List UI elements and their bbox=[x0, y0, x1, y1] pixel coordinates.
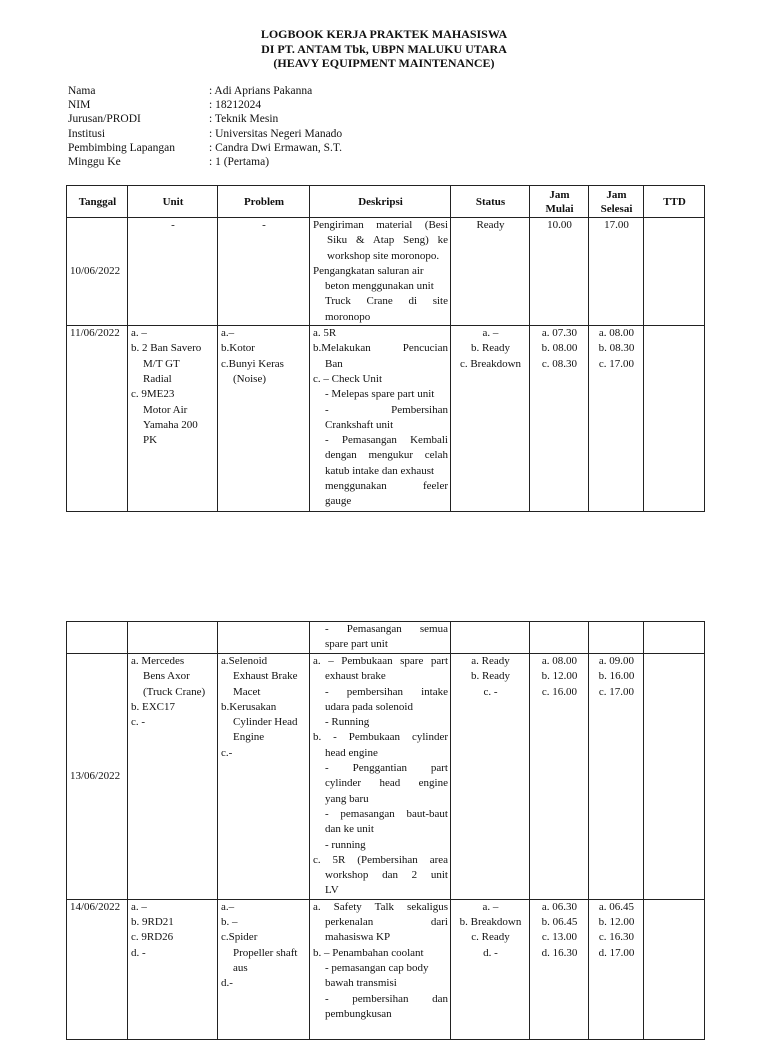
header-status: Status bbox=[451, 186, 530, 218]
date-cell: 13/06/2022 bbox=[67, 654, 128, 900]
unit-cell: a. – b. 2 Ban Savero M/T GT Radial c. 9ME23 Motor Air Yamaha 200 PK bbox=[128, 326, 218, 512]
status-cell: a. – b. Ready c. Breakdown bbox=[451, 326, 530, 512]
start-time-cell: a. 06.30 b. 06.45 c. 13.00 d. 16.30 bbox=[530, 899, 589, 1039]
description-cell: a. Safety Talk sekaligus perkenalan dari mahasiswa KP b. – Penambahan coolant - pemasangan cap body bawah transmisi - pembersihan dan pembungkusan bbox=[310, 899, 451, 1039]
table-row bbox=[67, 899, 705, 1039]
student-info bbox=[68, 84, 342, 169]
header-jam-mulai: Jam Mulai bbox=[530, 186, 589, 218]
problem-cell: - bbox=[218, 218, 310, 326]
table-row bbox=[67, 622, 705, 654]
signature-cell bbox=[644, 622, 705, 654]
problem-cell: a.– b. – c.Spider Propeller shaft aus d.- bbox=[218, 899, 310, 1039]
info-row-nim: NIM : 18212024 bbox=[68, 99, 262, 112]
description-cell: a. 5R b.Melakukan Pencucian Ban c. – Check Unit - Melepas spare part unit - Pembersihan Crankshaft unit - Pemasangan Kembali dengan mengukur celah katub intake dan exhaust menggunakan feeler gauge bbox=[310, 326, 451, 512]
logbook-table-page-2 bbox=[66, 621, 705, 1040]
table-header-row bbox=[67, 186, 705, 218]
problem-cell: a.Selenoid Exhaust Brake Macet b.Kerusakan Cylinder Head Engine c.- bbox=[218, 654, 310, 900]
header-jam-selesai: Jam Selesai bbox=[589, 186, 644, 218]
start-time-cell bbox=[530, 622, 589, 654]
end-time-cell: a. 09.00 b. 16.00 c. 17.00 bbox=[589, 654, 644, 900]
table-row bbox=[67, 654, 705, 900]
unit-cell: - bbox=[128, 218, 218, 326]
unit-cell: a. Mercedes Bens Axor (Truck Crane) b. EXC17 c. - bbox=[128, 654, 218, 900]
header-problem: Problem bbox=[218, 186, 310, 218]
signature-cell bbox=[644, 654, 705, 900]
table-row bbox=[67, 218, 705, 326]
unit-cell: a. – b. 9RD21 c. 9RD26 d. - bbox=[128, 899, 218, 1039]
title-line-1: LOGBOOK KERJA PRAKTEK MAHASISWA bbox=[260, 27, 508, 41]
info-row-pembimbing: Pembimbing Lapangan : Candra Dwi Ermawan, S.T. bbox=[68, 141, 342, 154]
unit-cell bbox=[128, 622, 218, 654]
problem-cell: a.– b.Kotor c.Bunyi Keras (Noise) bbox=[218, 326, 310, 512]
table-row bbox=[67, 326, 705, 512]
end-time-cell: a. 08.00 b. 08.30 c. 17.00 bbox=[589, 326, 644, 512]
info-row-institusi: Institusi : Universitas Negeri Manado bbox=[68, 127, 343, 140]
description-cell: - Pemasangan semua spare part unit bbox=[310, 622, 451, 654]
header-tanggal: Tanggal bbox=[67, 186, 128, 218]
signature-cell bbox=[644, 899, 705, 1039]
status-cell: Ready bbox=[451, 218, 530, 326]
logbook-table-page-1 bbox=[66, 185, 705, 512]
start-time-cell: a. 07.30 b. 08.00 c. 08.30 bbox=[530, 326, 589, 512]
start-time-cell: 10.00 bbox=[530, 218, 589, 326]
end-time-cell: a. 06.45 b. 12.00 c. 16.30 d. 17.00 bbox=[589, 899, 644, 1039]
info-row-nama: Nama : Adi Aprians Pakanna bbox=[68, 85, 313, 97]
title-line-3: (HEAVY EQUIPMENT MAINTENANCE) bbox=[273, 56, 495, 70]
signature-cell bbox=[644, 326, 705, 512]
problem-cell bbox=[218, 622, 310, 654]
status-cell bbox=[451, 622, 530, 654]
description-cell: a. – Pembukaan spare part exhaust brake - pembersihan intake udara pada solenoid - Running b. - Pembukaan cylinder head engine - Penggantian part cylinder head engine yang baru - pemasangan baut-baut dan ke unit - running c. 5R (Pembersihan area workshop dan 2 unit LV bbox=[310, 654, 451, 900]
info-row-jurusan: Jurusan/PRODI : Teknik Mesin bbox=[68, 113, 279, 126]
status-cell: a. Ready b. Ready c. - bbox=[451, 654, 530, 900]
info-row-minggu: Minggu Ke : 1 (Pertama) bbox=[68, 156, 270, 169]
signature-cell bbox=[644, 218, 705, 326]
date-cell: 14/06/2022 bbox=[67, 899, 128, 1039]
title-line-2: DI PT. ANTAM Tbk, UBPN MALUKU UTARA bbox=[261, 41, 507, 56]
end-time-cell bbox=[589, 622, 644, 654]
start-time-cell: a. 08.00 b. 12.00 c. 16.00 bbox=[530, 654, 589, 900]
description-cell: Pengiriman material (Besi Siku & Atap Seng) ke workshop site moronopo. Pengangkatan saluran air beton menggunakan unit Truck Crane di site moronopo bbox=[310, 218, 451, 326]
date-cell: 11/06/2022 bbox=[67, 326, 128, 512]
end-time-cell: 17.00 bbox=[589, 218, 644, 326]
header-deskripsi: Deskripsi bbox=[310, 186, 451, 218]
status-cell: a. – b. Breakdown c. Ready d. - bbox=[451, 899, 530, 1039]
header-unit: Unit bbox=[128, 186, 218, 218]
date-cell bbox=[67, 622, 128, 654]
date-cell: 10/06/2022 bbox=[67, 218, 128, 326]
document-title bbox=[0, 27, 768, 71]
header-ttd: TTD bbox=[644, 186, 705, 218]
